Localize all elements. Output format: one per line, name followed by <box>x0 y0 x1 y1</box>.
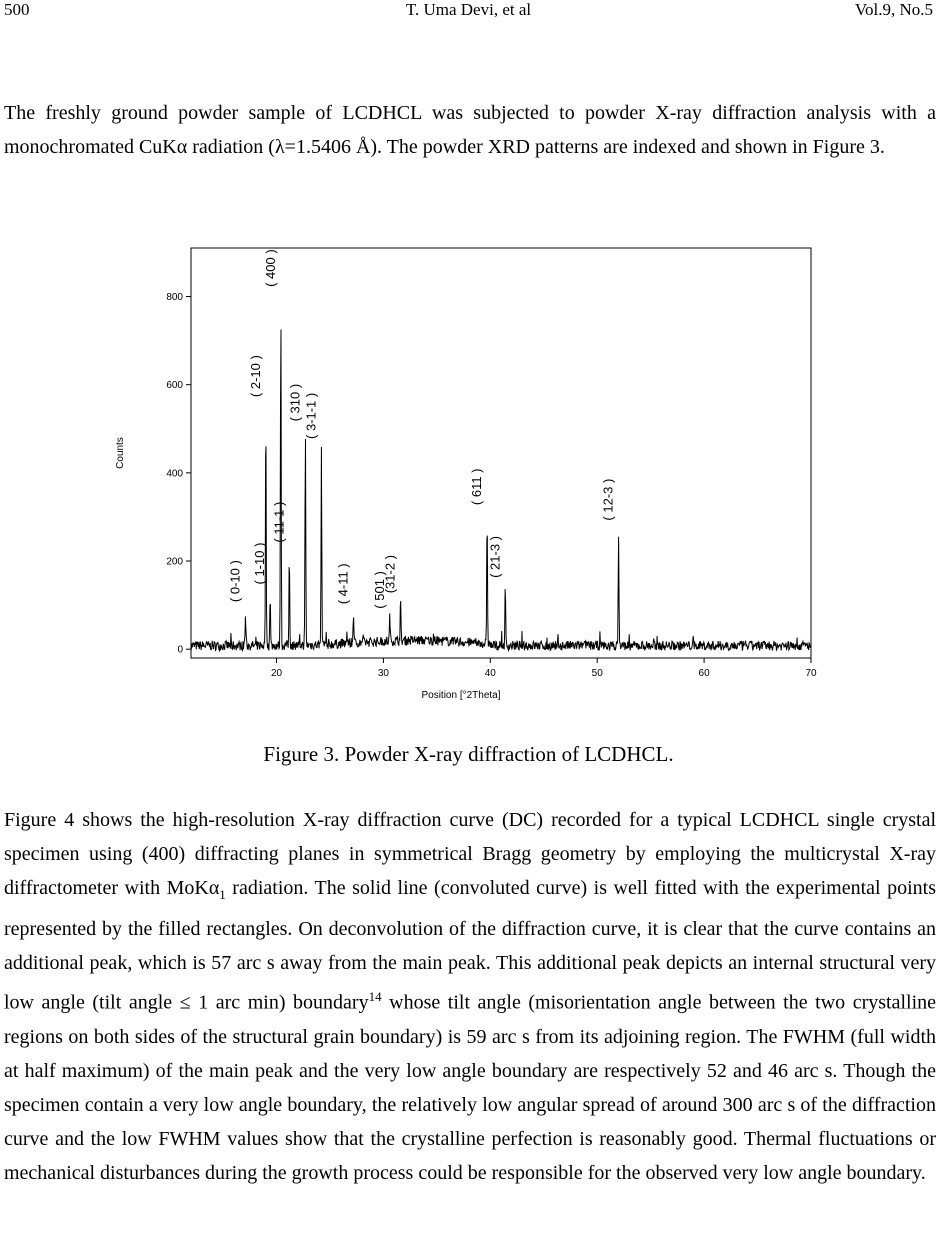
peak-label: ( 12-3 ) <box>600 478 616 521</box>
discussion-text-2: radiation. The solid line (convoluted curve) is well fitted with the experimental points represented by the filled rectangles. On deconvolution of the diffraction curve, it is clear that the curve contains an additional peak, which is 57 arc s away from the main peak. This additional peak depicts an internal structural very low angle (tilt angle ≤ 1 arc min) boundary <box>4 877 936 1014</box>
peak-label: ( 0-10 ) <box>227 560 243 603</box>
x-axis <box>271 658 817 679</box>
discussion-text-3: whose tilt angle (misorientation angle between the two crystalline regions on both sides of the structural grain boundary) is 59 arc s from its adjoining region. The FWHM (full width at half maximum) of the main peak and the very low angle boundary are respectively 52 and 46 arc s. Though the specimen contain a very low angle boundary, the relatively low angular spread of around 300 arc s of the diffraction curve and the low FWHM values show that the crystalline perfection is reasonably good. Thermal fluctuations or mechanical disturbances during the growth process could be responsible for the observed very low angle boundary. <box>4 991 936 1184</box>
x-tick-label: 30 <box>377 668 389 679</box>
x-tick-label: 20 <box>270 668 283 679</box>
peak-label: ( 2-10 ) <box>247 355 263 398</box>
page-number: 500 <box>4 0 30 19</box>
plot-frame <box>191 248 811 658</box>
x-axis-label: Position [°2Theta] <box>421 690 501 701</box>
peak-label: ( 4-11 ) <box>335 563 351 605</box>
peak-label: (31-2 ) <box>382 555 398 594</box>
intro-paragraph: The freshly ground powder sample of LCDHCL was subjected to powder X-ray diffraction analysis with a monochromated CuKα radiation (λ=1.5406 Å). The powder XRD patterns are indexed and shown in Figure 3. <box>4 102 936 158</box>
x-tick-label: 70 <box>805 668 817 679</box>
discussion-text-1: Figure 4 shows the high-resolution X-ray diffraction curve (DC) recorded for a typical LCDHCL single crystal specimen using (400) diffracting planes in symmetrical Bragg geometry by employing the multicrystal X-ray diffractometer with MoKα <box>4 809 936 899</box>
xrd-chart <box>100 240 830 715</box>
y-axis <box>166 292 191 656</box>
peak-labels <box>228 249 616 608</box>
peak-label: ( 1-10 ) <box>252 542 268 585</box>
journal-volume: Vol.9, No.5 <box>854 0 933 19</box>
peak-label: ( 611 ) <box>469 468 485 506</box>
page-header <box>4 0 933 22</box>
y-tick-label: 200 <box>166 556 183 568</box>
peak-label: ( 11-1 ) <box>271 501 287 543</box>
x-tick-label: 50 <box>591 668 603 679</box>
peak-label: ( 3-1-1 ) <box>303 392 319 439</box>
peak-label: ( 21-3 ) <box>487 535 503 578</box>
peak-label: ( 310 ) <box>287 383 303 422</box>
subscript-1: 1 <box>219 887 226 902</box>
y-tick-label: 0 <box>177 644 183 656</box>
figure-caption: Figure 3. Powder X-ray diffraction of LCDHCL. <box>263 742 674 766</box>
x-tick-label: 40 <box>484 668 496 679</box>
diffraction-trace <box>191 330 811 651</box>
peak-label: ( 400 ) <box>262 249 278 287</box>
y-tick-label: 600 <box>166 380 183 392</box>
y-tick-label: 400 <box>166 468 183 480</box>
discussion-paragraph <box>4 803 936 1190</box>
peak-label: ( 501 ) <box>371 571 387 609</box>
running-authors: T. Uma Devi, et al <box>405 0 532 19</box>
x-tick-label: 60 <box>698 668 710 679</box>
reference-14: 14 <box>368 989 382 1004</box>
y-axis-label: Counts <box>115 437 126 469</box>
y-tick-label: 800 <box>166 291 183 303</box>
